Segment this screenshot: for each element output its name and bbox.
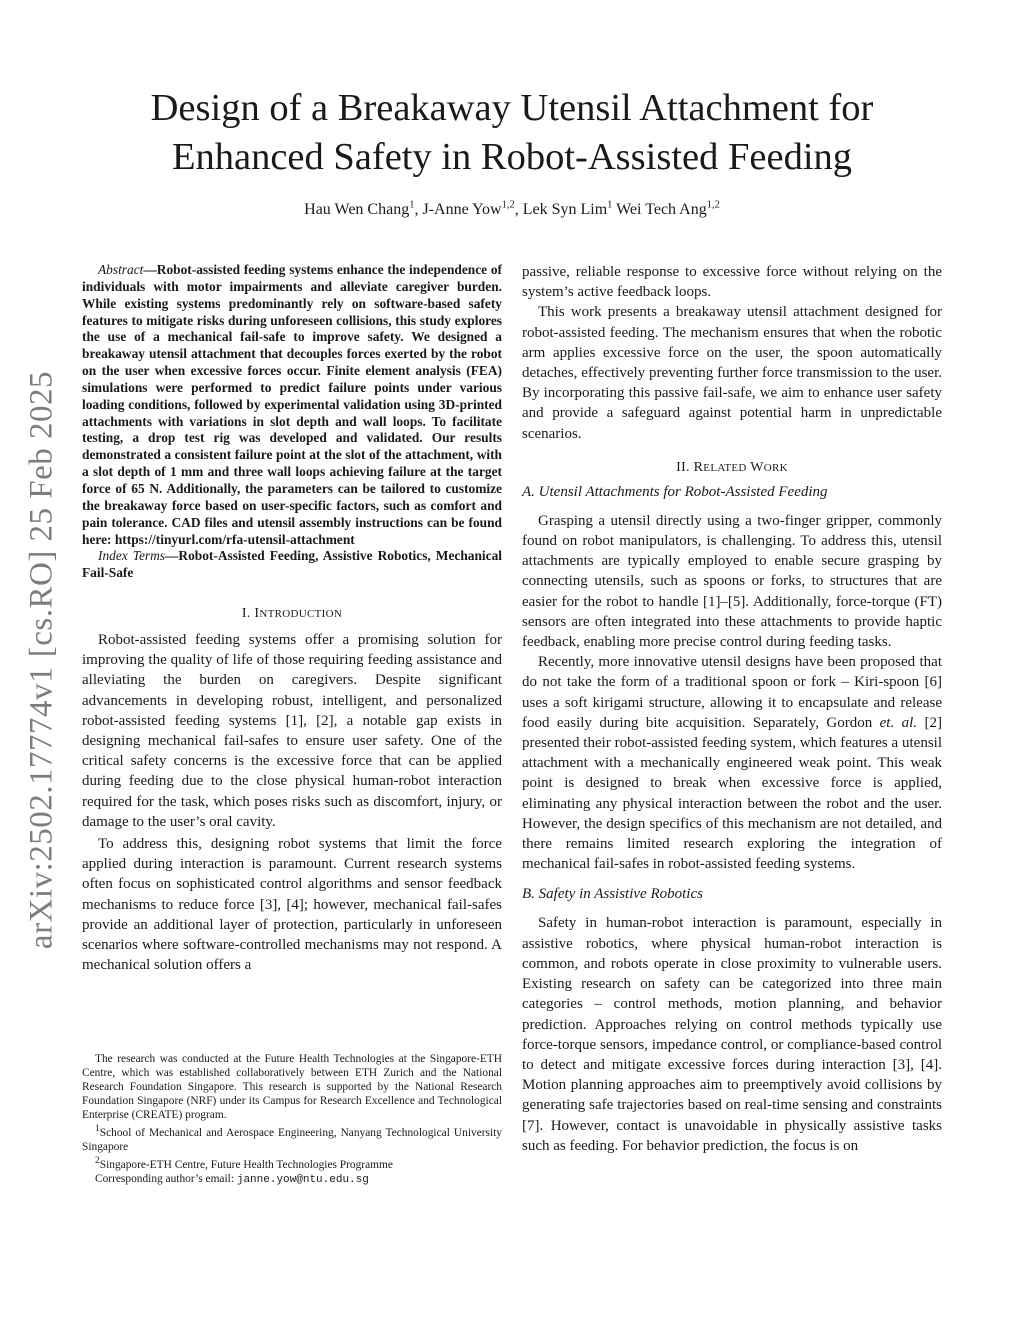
abstract-label: Abstract: [98, 262, 144, 277]
abstract-text: —Robot-assisted feeding systems enhance the independence of individuals with motor impairments and alleviate caregiver burden. While existing systems predominantly rely on software-based safety features to mitigate risks during unforeseen collisions, this study explores the use of a mechanical fail-safe to improve safety. We designed a breakaway utensil attachment that decouples forces exerted by the robot on the user when excessive forces occur. Finite element analysis (FEA) simulations were performed to predict failure points under various loading conditions, followed by experimental validation using 3D-printed attachments with variations in slot depth and wall loops. To facilitate testing, a drop test rig was developed and validated. Our results demonstrated a consistent failure point at the slot of the attachment, with a slot depth of 1 mm and three wall loops achieving failure at the target force of 65 N. Additionally, the parameters can be tailored to customize the breakaway force based on user-specific factors, such as comfort and pain tolerance. CAD files and utensil assembly instructions can be found here: https://tinyurl.com/rfa-utensil-attachment: [82, 262, 502, 547]
related-work-paragraph-2: Recently, more innovative utensil designs have been proposed that do not take the form of a traditional spoon or fork – Kiri-spoon [6] uses a soft kirigami structure, allowing it to encapsulate and release food easily during bite acquisition. Separately, Gordon et. al. [2] presented their robot-assisted feeding system, which features a utensil attachment with a mechanically engineered weak point. This weak point is designed to break when excessive force is applied, eliminating any physical interaction between the robot and the user. However, the design specifics of this mechanism are not detailed, and there remains limited research exploring the integration of mechanical fail-safes in robot-assisted feeding systems.: [522, 654, 942, 873]
footnote-email: Corresponding author’s email: janne.yow@ntu.edu.sg: [95, 1173, 369, 1187]
related-work-paragraph-3: Safety in human-robot interaction is paramount, especially in assistive robotics, where physical human-robot interaction is common, and robots operate in close proximity to vulnerable users. Existing research on safety can be categorized into three main categories – control methods, motion planning, and behavior prediction. Approaches relying on control methods typically use force-torque sensors, impedance control, or compliance-based control to detect and mitigate excessive forces during interaction [3], [4]. Motion planning approaches aim to preemptively avoid collisions by generating safe trajectories based on real-time sensing and constraints [7]. However, contact is unavoidable in physically assistive tasks such as feeding. For behavior prediction, the focus is on: [522, 915, 942, 1154]
title-line-2: Enhanced Safety in Robot-Assisted Feeding: [171, 136, 853, 178]
arxiv-identifier: arXiv:2502.17774v1 [cs.RO] 25 Feb 2025: [23, 370, 60, 950]
title-line-1: Design of a Breakaway Utensil Attachment for: [150, 87, 874, 129]
author: Wei Tech Ang$^{1,2}$: [616, 200, 720, 219]
footnote-affiliation-1: $^1$School of Mechanical and Aerospace Engineering, Nanyang Technological University Singapore: [82, 1124, 502, 1154]
footnote-funding: The research was conducted at the Future Health Technologies at the Singapore-ETH Centre, which was established collaboratively between ETH Zurich and the National Research Foundation Singapore. This research is supported by the National Research Foundation Singapore (NRF) under its Campus for Research Excellence and Technological Enterprise (CREATE) program.: [82, 1053, 502, 1122]
intro-paragraph-3: This work presents a breakaway utensil attachment designed for robot-assisted feeding. The mechanism ensures that when the robotic arm applies excessive force on the user, the spoon automatically detaches, effectively preventing further force transmission to the user. By incorporating this passive fail-safe, we aim to enhance user safety and provide a safeguard against potential harm in unpredictable scenarios.: [522, 304, 942, 442]
abstract: [82, 262, 502, 582]
abstract-paragraph: [82, 262, 502, 548]
author-list: [80, 200, 944, 219]
intro-paragraph-2: To address this, designing robot systems that limit the force applied during interaction is paramount. Current research systems often focus on sophisticated control algorithms and sensor feedback mechanisms to reduce force [3], [4]; however, mechanical fail-safes provide an additional layer of protection, particularly in unforeseen scenarios where software-controlled mechanisms may not respond. A mechanical solution offers a: [82, 836, 502, 974]
right-column: [522, 262, 942, 1156]
section-heading-related-work: II. RELATED WORK: [676, 459, 788, 475]
index-terms: [82, 548, 502, 582]
section-heading-introduction: I. INTRODUCTION: [241, 606, 343, 622]
intro-paragraph-1: Robot-assisted feeding systems offer a promising solution for improving the quality of life of those requiring feeding assistance and alleviating the burden on caregivers. Despite significant advancements in developing robust, intelligent, and personalized robot-assisted feeding systems [1], [2], a notable gap exists in designing mechanical fail-safes to ensure user safety. One of the critical safety concerns is the excessive force that can be applied during feeding due to the close physical human-robot interaction required for the task, which poses risks such as discomfort, injury, or damage to the user’s oral cavity.: [82, 632, 502, 830]
paper-title: [80, 84, 944, 182]
related-work-paragraph-1: Grasping a utensil directly using a two-finger gripper, commonly found on robot manipulators, is challenging. To address this, utensil attachments are typically employed to enable secure grasping by connecting utensils, such as spoons or forks, to structures that are easier for the robot to handle [1]–[5]. Additionally, force-torque (FT) sensors are often integrated into these attachments to provide haptic feedback, enabling more precise control during feeding tasks.: [522, 512, 942, 651]
subsection-heading-utensil-attachments: A. Utensil Attachments for Robot-Assisted Feeding: [522, 483, 828, 500]
author: J-Anne Yow$^{1,2}$,: [422, 200, 523, 219]
author: Hau Wen Chang$^1$,: [304, 200, 423, 219]
footnote-affiliation-2: $^2$Singapore-ETH Centre, Future Health Technologies Programme: [95, 1156, 393, 1172]
index-terms-text: —Robot-Assisted Feeding, Assistive Robotics, Mechanical Fail-Safe: [82, 548, 502, 581]
index-terms-label: Index Terms: [98, 548, 166, 564]
footnotes: [82, 1052, 502, 1187]
subsection-heading-safety: B. Safety in Assistive Robotics: [522, 886, 703, 903]
left-column: [82, 262, 502, 975]
intro-paragraph-2-continued: passive, reliable response to excessive force without relying on the system’s active feedback loops.: [522, 264, 942, 301]
email-address: janne.yow@ntu.edu.sg: [236, 1174, 369, 1187]
author: Lek Syn Lim$^1$: [522, 200, 613, 219]
